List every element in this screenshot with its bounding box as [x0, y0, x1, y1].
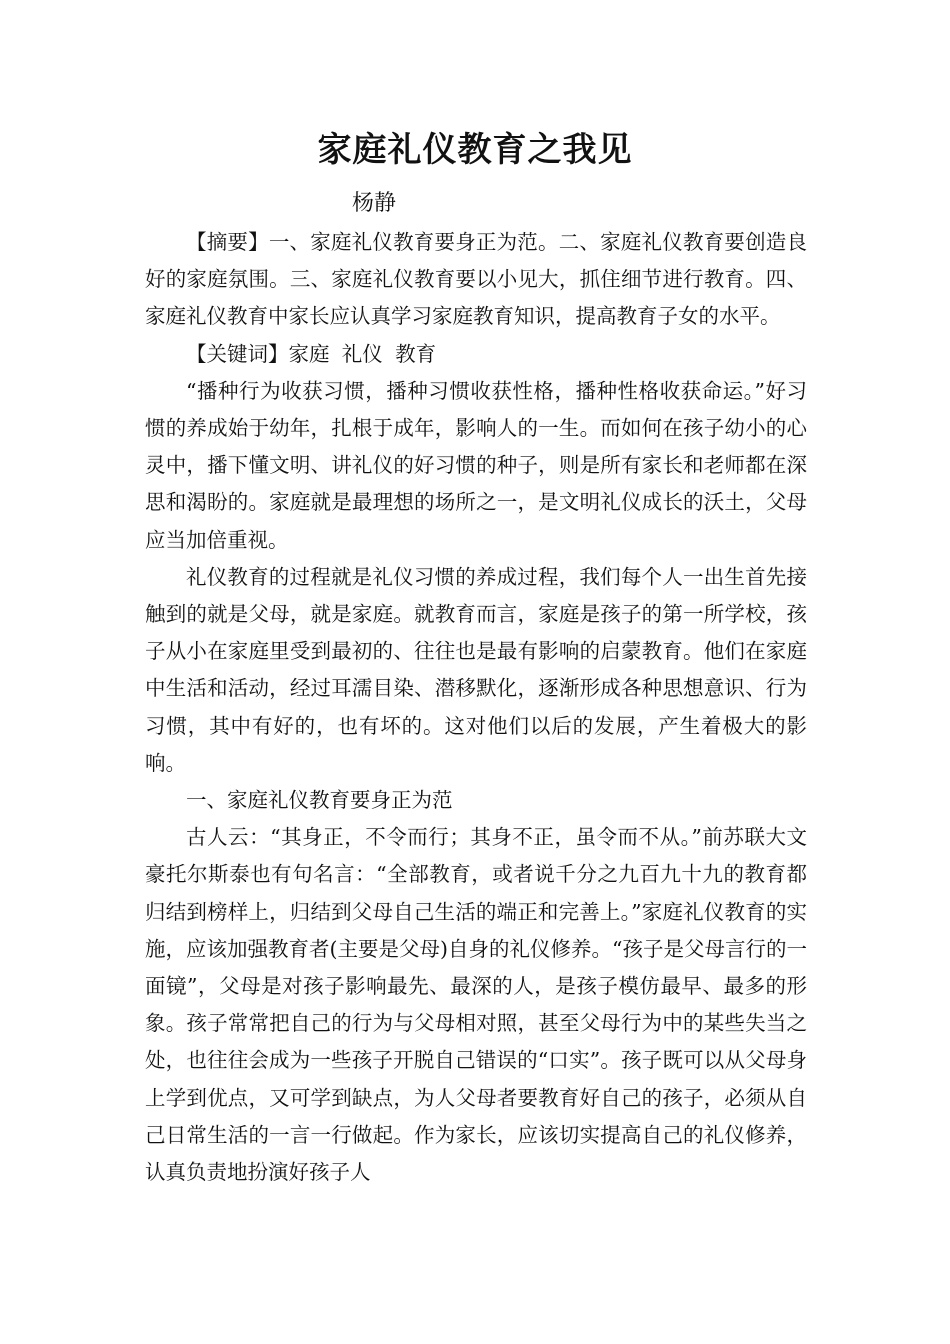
keywords-paragraph	[145, 336, 807, 373]
body-paragraph: 礼仪教育的过程就是礼仪习惯的养成过程，我们每个人一出生首先接触到的就是父母，就是家庭。就教育而言，家庭是孩子的第一所学校，孩子从小在家庭里受到最初的、往往也是最有影响的启蒙教育。他们在家庭中生活和活动，经过耳濡目染、潜移默化，逐渐形成各种思想意识、行为习惯，其中有好的，也有坏的。这对他们以后的发展，产生着极大的影响。	[145, 564, 807, 775]
keywords-label: 【关键词】	[186, 341, 289, 366]
body-paragraph: “播种行为收获习惯，播种习惯收获性格，播种性格收获命运。”好习惯的养成始于幼年，扎根于成年，影响人的一生。而如何在孩子幼小的心灵中，播下懂文明、讲礼仪的好习惯的种子，则是所有家长和老师都在深思和渴盼的。家庭就是最理想的场所之一，是文明礼仪成长的沃土，父母应当加倍重视。	[145, 378, 807, 552]
keyword-item: 礼仪	[341, 341, 383, 366]
section-heading: 一、家庭礼仪教育要身正为范	[186, 788, 453, 813]
abstract-paragraph: 【摘要】一、家庭礼仪教育要身正为范。二、家庭礼仪教育要创造良好的家庭氛围。三、家庭礼仪教育要以小见大，抓住细节进行教育。四、家庭礼仪教育中家长应认真学习家庭教育知识，提高教育子女的水平。	[145, 230, 807, 329]
document-body	[145, 224, 807, 1191]
body-paragraph: 古人云：“其身正，不令而行；其身不正，虽令而不从。”前苏联大文豪托尔斯泰也有句名言：“全部教育，或者说千分之九百九十九的教育都归结到榜样上，归结到父母自己生活的端正和完善上。”家庭礼仪教育的实施，应该加强教育者(主要是父母)自身的礼仪修养。“孩子是父母言行的一面镜”，父母是对孩子影响最先、最深的人，是孩子模仿最早、最多的形象。孩子常常把自己的行为与父母相对照，甚至父母行为中的某些失当之处，也往往会成为一些孩子开脱自己错误的“口实”。孩子既可以从父母身上学到优点，又可学到缺点，为人父母者要教育好自己的孩子，必须从自己日常生活的一言一行做起。作为家长，应该切实提高自己的礼仪修养，认真负责地扮演好孩子人	[145, 825, 807, 1185]
keyword-item: 家庭	[288, 341, 330, 366]
author-name: 杨静	[352, 191, 397, 216]
document-title: 家庭礼仪教育之我见	[317, 130, 633, 170]
keyword-item: 教育	[395, 341, 437, 366]
